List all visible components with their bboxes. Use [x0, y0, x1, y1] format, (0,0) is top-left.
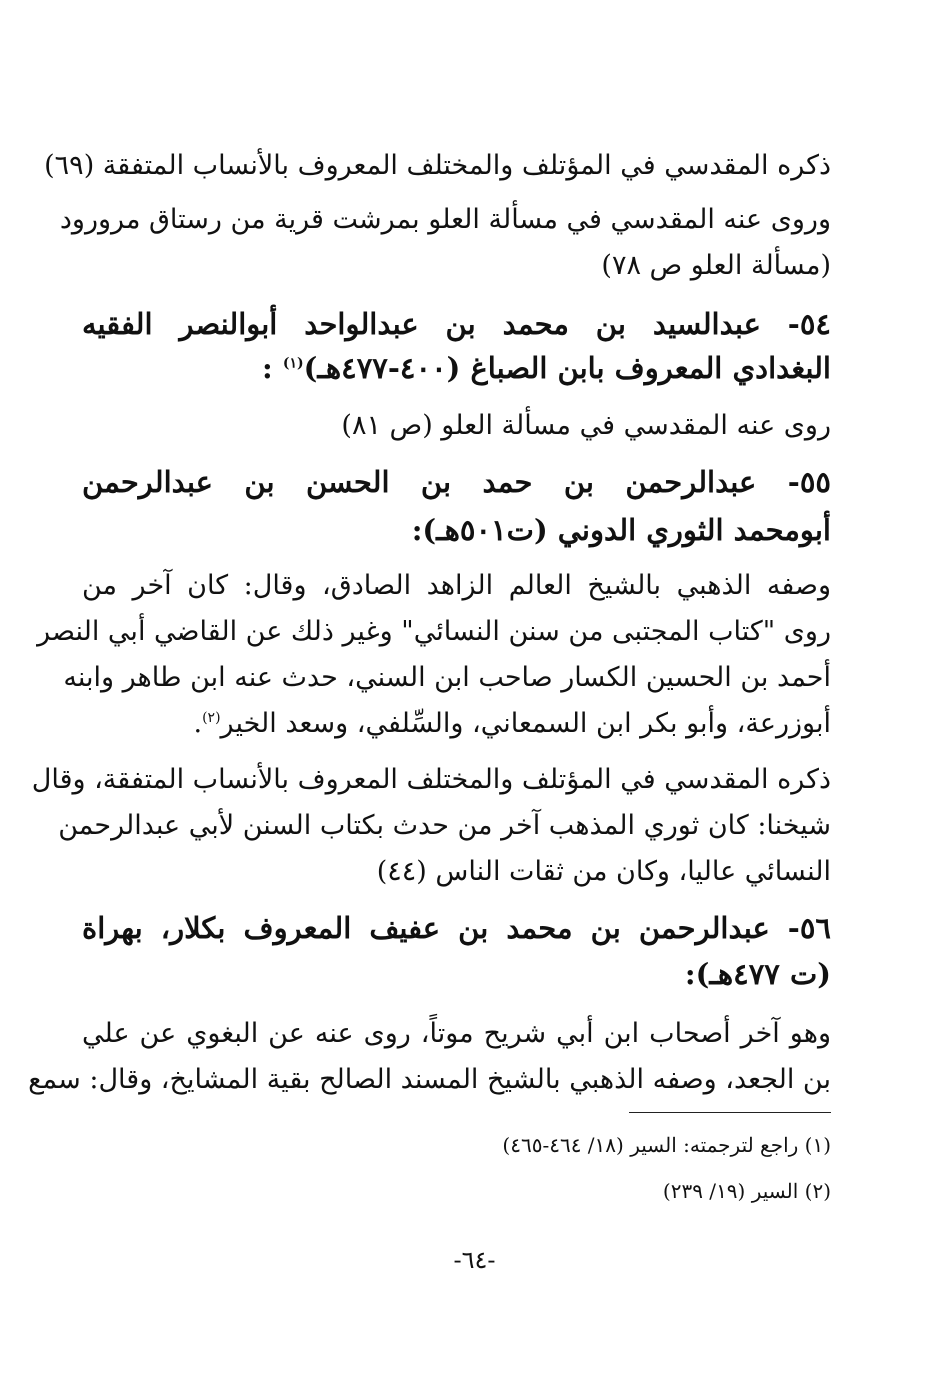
text-line-6: روى "كتاب المجتبى من سنن النسائي" وغير ذلك عن القاضي أبي النصر: [37, 616, 831, 647]
text-line-8-end: .: [193, 708, 203, 739]
footnote-ref-2: (٢): [202, 710, 221, 726]
text-line-2: وروى عنه المقدسي في مسألة العلو بمرشت قرية من رستاق مرورود: [59, 204, 831, 235]
text-line-8: [193, 704, 831, 744]
entry-heading-56-cont: (ت ٤٧٧هـ):: [684, 957, 831, 991]
text-line-13: بن الجعد، وصفه الذهبي بالشيخ المسند الصالح بقية المشايخ، وقال: سمع: [28, 1064, 831, 1095]
text-line-5: وصفه الذهبي بالشيخ العالم الزاهد الصادق، وقال: كان آخر من: [82, 570, 831, 601]
text-line-8-body: أبوزرعة، وأبو بكر ابن السمعاني، والسِّلفي، وسعد الخير: [220, 708, 831, 739]
entry-heading-54: ٥٤- عبدالسيد بن محمد بن عبدالواحد أبوالنصر الفقيه: [82, 307, 831, 341]
text-line-1: ذكره المقدسي في المؤتلف والمختلف المعروف بالأنساب المتفقة (٦٩): [44, 150, 831, 181]
heading-colon: :: [262, 351, 273, 385]
page-number: -٦٤-: [453, 1246, 496, 1274]
entry-heading-56: ٥٦- عبدالرحمن بن محمد بن عفيف المعروف بكلار، بهراة: [82, 911, 831, 945]
entry-heading-55-cont: أبومحمد الثوري الدوني (ت٥٠١هـ):: [411, 513, 831, 547]
text-line-12: وهو آخر أصحاب ابن أبي شريح موتاً، روى عنه عن البغوي عن علي: [82, 1018, 831, 1049]
text-line-4: روى عنه المقدسي في مسألة العلو (ص ٨١): [341, 410, 831, 441]
heading-text: البغدادي المعروف بابن الصباغ (٤٠٠-٤٧٧هـ): [303, 351, 831, 385]
footnote-2: (٢) السير (١٩/ ٢٣٩): [662, 1179, 831, 1203]
footnote-1: (١) راجع لترجمته: السير (١٨/ ٤٦٤-٤٦٥): [502, 1133, 831, 1157]
footnote-ref-1: (١): [282, 355, 304, 372]
text-line-11: النسائي عاليا، وكان من ثقات الناس (٤٤): [376, 856, 831, 887]
text-line-9: ذكره المقدسي في المؤتلف والمختلف المعروف بالأنساب المتفقة، وقال: [31, 764, 831, 795]
entry-heading-54-cont: [262, 348, 831, 388]
footnote-divider: [629, 1112, 831, 1113]
text-line-10: شيخنا: كان ثوري المذهب آخر من حدث بكتاب السنن لأبي عبدالرحمن: [58, 810, 831, 841]
entry-heading-55: ٥٥- عبدالرحمن بن حمد بن الحسن بن عبدالرحمن: [82, 465, 831, 499]
text-line-7: أحمد بن الحسين الكسار صاحب ابن السني، حدث عنه ابن طاهر وابنه: [63, 662, 831, 693]
text-line-3: (مسألة العلو ص ٧٨): [601, 250, 831, 281]
